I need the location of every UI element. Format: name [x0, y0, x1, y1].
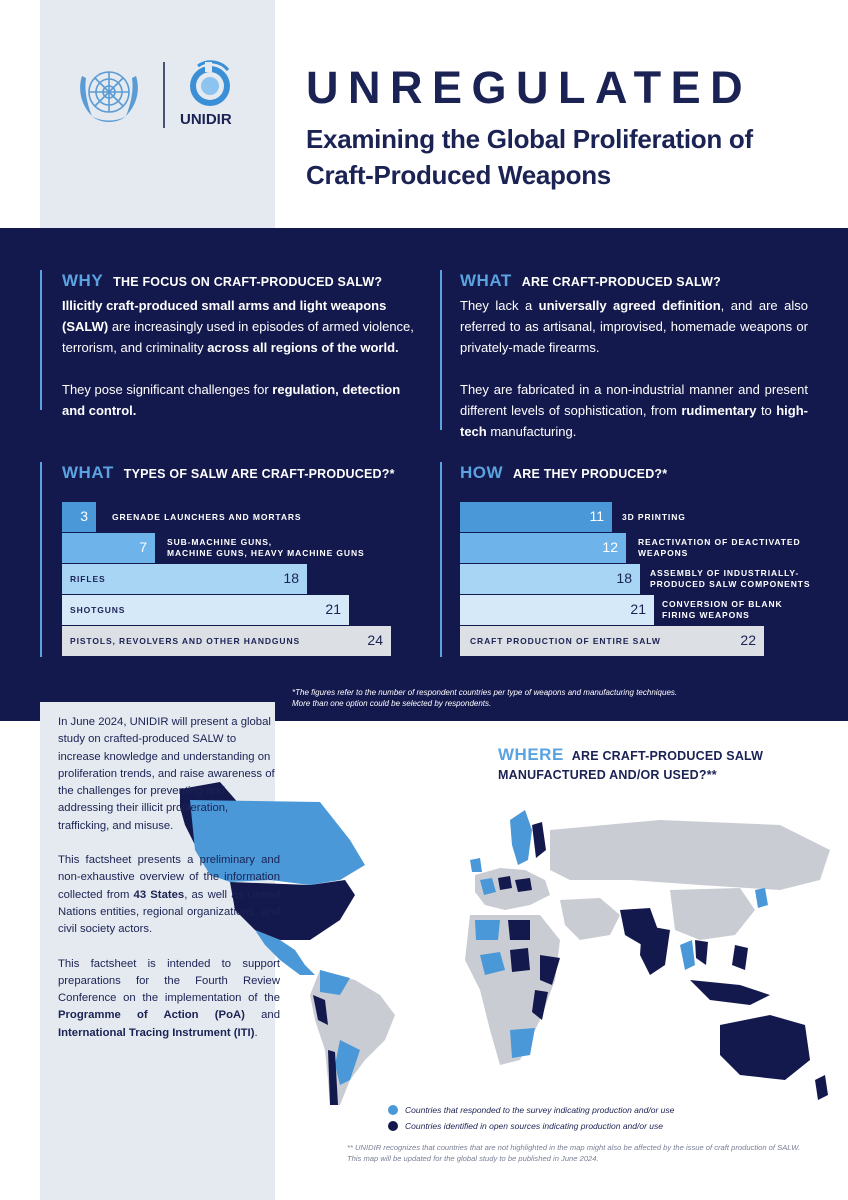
un-emblem-icon — [74, 62, 144, 128]
map-russia — [550, 820, 830, 890]
unidir-wordmark: UNIDIR — [180, 111, 232, 128]
map-india — [640, 925, 670, 975]
types-label-rifles: RIFLES — [70, 574, 106, 584]
legend-dot-light-icon — [388, 1105, 398, 1115]
types-bar-grenade: 3 — [62, 502, 96, 532]
map-poland — [515, 878, 532, 892]
types-bar-rifles: 18 — [62, 564, 307, 594]
map-indonesia — [690, 980, 770, 1005]
map-middle-east — [560, 898, 620, 940]
how-label-3d-printing: 3D PRINTING — [622, 512, 686, 522]
how-bar-conversion: 21 — [460, 595, 654, 625]
how-label-assembly: ASSEMBLY OF INDUSTRIALLY- PRODUCED SALW COMPONENTS — [650, 568, 811, 589]
map-philippines — [732, 945, 748, 970]
map-horn-of-africa — [540, 955, 560, 985]
page-title: UNREGULATED — [306, 62, 753, 113]
types-label-shotguns: SHOTGUNS — [70, 605, 126, 615]
map-south-africa — [510, 1028, 535, 1058]
map-uk — [470, 858, 482, 872]
where-heading: WHERE ARE CRAFT-PRODUCED SALW MANUFACTURED AND/OR USED?** — [498, 745, 764, 782]
what-accent-line — [440, 270, 442, 430]
types-bar-shotguns: 21 — [62, 595, 349, 625]
how-bar-reactivation: 12 — [460, 533, 626, 563]
map-new-zealand — [815, 1075, 828, 1100]
legend-dot-dark-icon — [388, 1121, 398, 1131]
how-bar-assembly: 18 — [460, 564, 640, 594]
map-myanmar — [695, 940, 708, 965]
what-definition-body: They lack a universally agreed definition, and are also referred to as artisanal, improvised, homemade weapons or privately-made firearms. They are fabricated in a non-industrial manner and present different levels of sophistication, from rudimentary to high-tech manufacturing. — [460, 298, 808, 439]
map-morocco-algeria — [475, 920, 500, 940]
map-nigeria-cameroon — [510, 948, 530, 972]
map-thailand — [680, 940, 695, 970]
logo-divider — [163, 62, 165, 128]
why-body: Illicitly craft-produced small arms and light weapons (SALW) are increasingly used in episodes of armed violence, terrorism, and criminality across all regions of the world. They pose significant challenges for regulation, detection and control. — [62, 298, 414, 418]
world-map — [180, 780, 848, 1110]
types-heading: WHAT TYPES OF SALW ARE CRAFT-PRODUCED?* — [62, 463, 395, 482]
why-accent-line — [40, 270, 42, 410]
how-bar-3d-printing: 11 — [460, 502, 612, 532]
types-label-grenade: GRENADE LAUNCHERS AND MORTARS — [112, 512, 302, 522]
page-subtitle: Examining the Global Proliferation of Craft-Produced Weapons — [306, 124, 753, 190]
legend-responded: Countries that responded to the survey indicating production and/or use — [388, 1105, 674, 1115]
types-bar-pistols: 24 — [62, 626, 391, 656]
what-definition-heading: WHAT ARE CRAFT-PRODUCED SALW? — [460, 271, 721, 290]
types-label-pistols: PISTOLS, REVOLVERS AND OTHER HANDGUNS — [70, 636, 301, 646]
types-accent-line — [40, 462, 42, 657]
map-note: ** UNIDIR recognizes that countries that are not highlighted in the map might also be affected by the issue of craft production of SALW. This map will be updated for the global study to be published in June 2024. — [347, 1143, 801, 1163]
types-label-smg: SUB-MACHINE GUNS, MACHINE GUNS, HEAVY MACHINE GUNS — [167, 537, 365, 558]
legend-open-sources: Countries identified in open sources indicating production and/or use — [388, 1121, 663, 1131]
how-bar-entire: 22 — [460, 626, 764, 656]
how-label-conversion: CONVERSION OF BLANK FIRING WEAPONS — [662, 599, 783, 620]
how-label-reactivation: REACTIVATION OF DEACTIVATED WEAPONS — [638, 537, 801, 558]
map-libya — [508, 920, 530, 940]
map-finland — [532, 822, 546, 858]
chart-footnote: *The figures refer to the number of respondent countries per type of weapons and manufacturing techniques. More than one option could be selected by respondents. — [292, 688, 678, 708]
map-china — [670, 888, 755, 940]
how-label-entire: CRAFT PRODUCTION OF ENTIRE SALW — [470, 636, 661, 646]
how-heading: HOW ARE THEY PRODUCED?* — [460, 463, 668, 482]
unidir-logo-icon — [184, 60, 236, 108]
intro-text: In June 2024, UNIDIR will present a global study on crafted-produced SALW to increase knowledge and understanding on proliferation trends, and raise awareness of the challenges for preventing and addressing their illicit proliferation, trafficking, and misuse. This factsheet presents a preliminary and non-exhaustive overview of the information collected from 43 States, as well as United Nations entities, regional organizations, and civil society actors. This factsheet is intended to support preparations for the Fourth Review Conference on the implementation of the Programme of Action (PoA) and International Tracing Instrument (ITI). — [58, 716, 280, 1039]
how-accent-line — [440, 462, 442, 657]
map-australia — [720, 1015, 810, 1080]
types-bar-smg: 7 — [62, 533, 155, 563]
map-japan — [755, 888, 768, 908]
why-heading: WHY THE FOCUS ON CRAFT-PRODUCED SALW? — [62, 271, 383, 290]
map-germany — [498, 876, 512, 890]
map-scandinavia — [510, 810, 532, 865]
